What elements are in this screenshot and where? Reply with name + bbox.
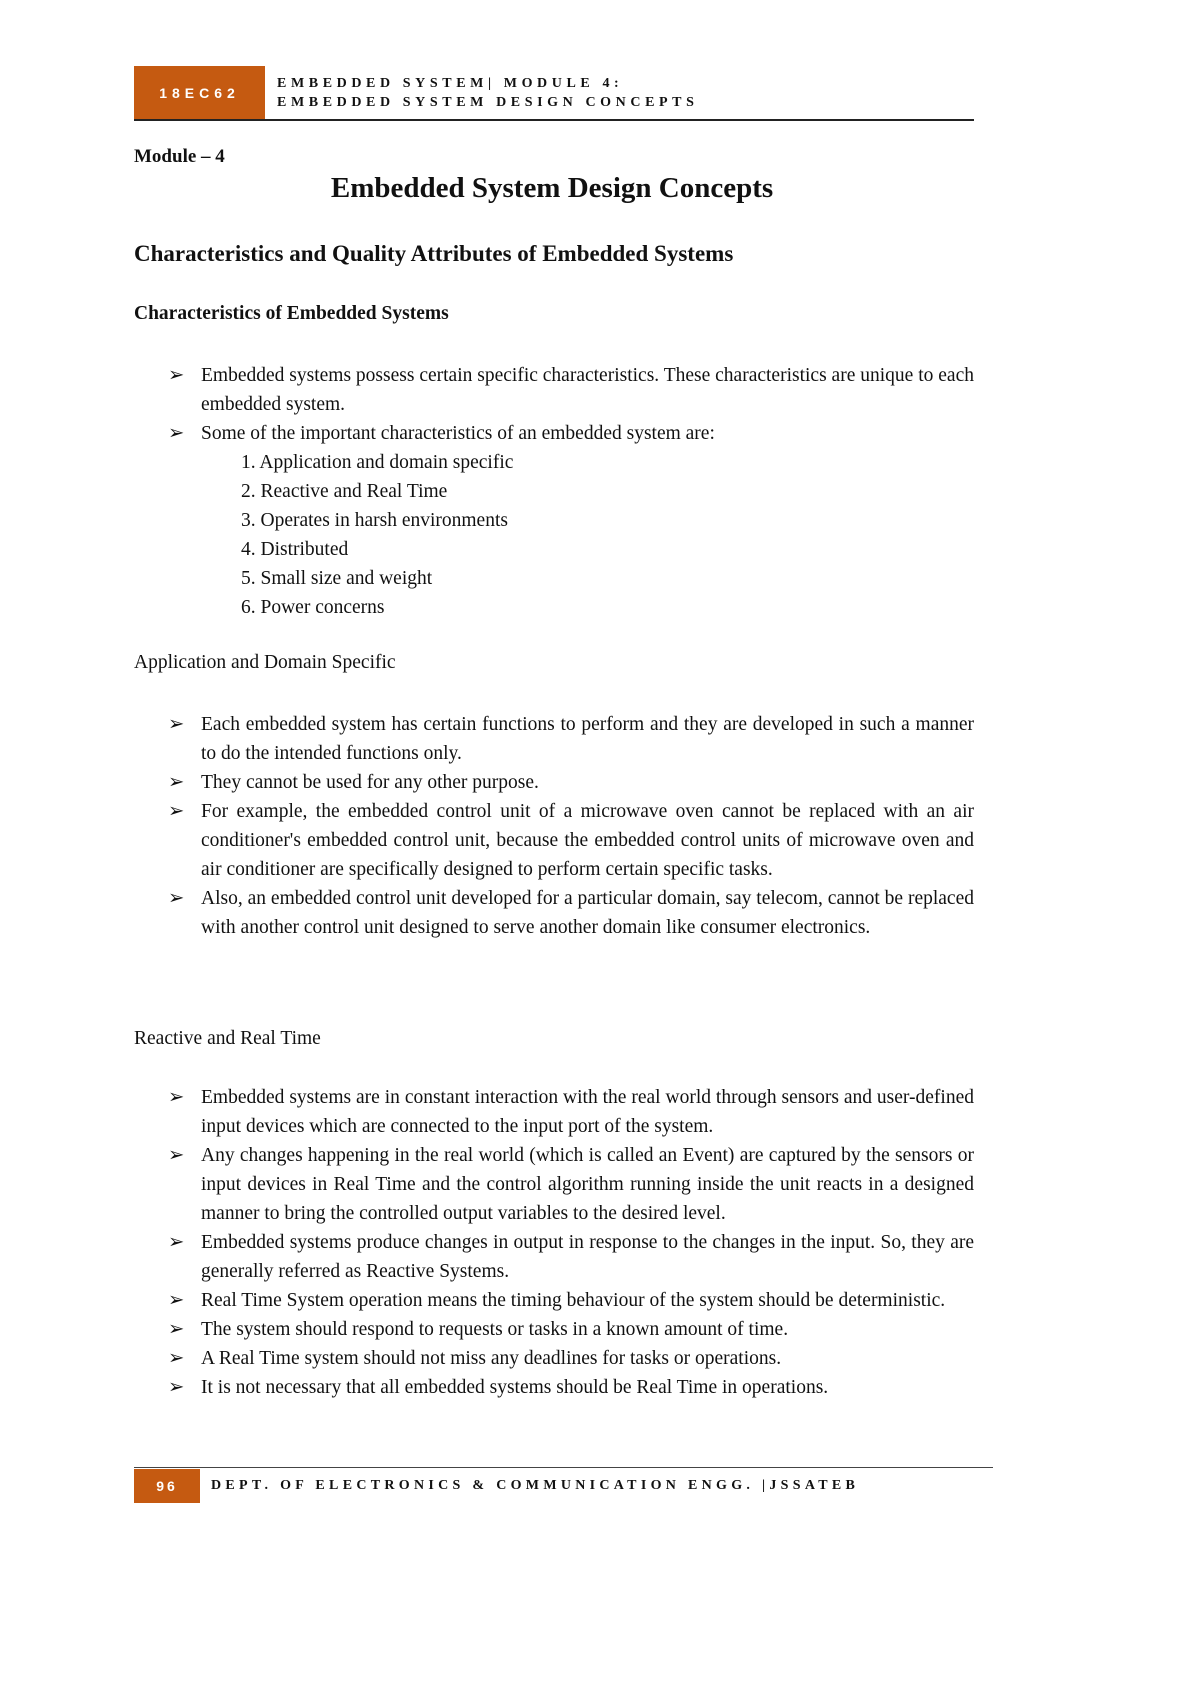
page-title: Embedded System Design Concepts	[330, 172, 774, 204]
list-item: 5. Small size and weight	[241, 568, 433, 589]
arrow-bullet-icon: ➢	[168, 1319, 185, 1340]
header-line-1: EMBEDDED SYSTEM| MODULE 4:	[277, 76, 624, 91]
list-item: 4. Distributed	[241, 539, 349, 560]
arrow-bullet-icon: ➢	[168, 772, 185, 793]
bullet-item: ➢ Embedded systems produce changes in output in response to the changes in the input. So, they are generally referred as Reactive Systems.	[134, 1228, 974, 1286]
course-code-badge: 18EC62	[134, 66, 265, 120]
arrow-bullet-icon: ➢	[168, 1087, 185, 1108]
running-header	[277, 74, 699, 112]
bullet-item: ➢ Also, an embedded control unit developed for a particular domain, say telecom, cannot be replaced with another control unit designed to serve another domain like consumer electronics.	[134, 884, 974, 942]
bullet-item: ➢ Each embedded system has certain functions to perform and they are developed in such a manner to do the intended functions only.	[134, 710, 974, 768]
section-heading-reactive: Reactive and Real Time	[134, 1028, 321, 1049]
list-item: 1. Application and domain specific	[241, 452, 514, 473]
bullet-item: ➢ Some of the important characteristics of an embedded system are:	[134, 419, 974, 448]
application-bullets	[134, 710, 974, 942]
bullet-item: ➢ For example, the embedded control unit of a microwave oven cannot be replaced with an air conditioner's embedded control unit, because the embedded control units of microwave oven and air conditioner are specifically designed to perform certain specific tasks.	[134, 797, 974, 884]
arrow-bullet-icon: ➢	[168, 888, 185, 909]
section-heading-application: Application and Domain Specific	[134, 652, 396, 673]
header-rule	[134, 119, 974, 121]
module-label: Module – 4	[134, 146, 225, 167]
subsection-heading: Characteristics of Embedded Systems	[134, 303, 449, 324]
page-number: 96	[134, 1469, 200, 1503]
bullet-item: ➢ Real Time System operation means the timing behaviour of the system should be deterministic.	[134, 1286, 974, 1315]
characteristics-list	[241, 448, 513, 622]
bullet-item: ➢ Any changes happening in the real world (which is called an Event) are captured by the sensors or input devices in Real Time and the control algorithm running inside the unit reacts in a designed manner to bring the controlled output variables to the desired level.	[134, 1141, 974, 1228]
bullet-item: ➢ Embedded systems are in constant interaction with the real world through sensors and user-defined input devices which are connected to the input port of the system.	[134, 1083, 974, 1141]
bullet-item: ➢ It is not necessary that all embedded systems should be Real Time in operations.	[134, 1373, 974, 1402]
arrow-bullet-icon: ➢	[168, 1145, 185, 1166]
bullet-item: ➢ A Real Time system should not miss any deadlines for tasks or operations.	[134, 1344, 974, 1373]
reactive-bullets	[134, 1083, 974, 1402]
arrow-bullet-icon: ➢	[168, 714, 185, 735]
bullet-item: ➢ They cannot be used for any other purpose.	[134, 768, 974, 797]
footer-rule	[134, 1467, 993, 1468]
arrow-bullet-icon: ➢	[168, 801, 185, 822]
list-item: 2. Reactive and Real Time	[241, 481, 448, 502]
bullet-item: ➢ The system should respond to requests or tasks in a known amount of time.	[134, 1315, 974, 1344]
bullet-item: ➢ Embedded systems possess certain specific characteristics. These characteristics are unique to each embedded system.	[134, 361, 974, 419]
arrow-bullet-icon: ➢	[168, 1348, 185, 1369]
footer-text: DEPT. OF ELECTRONICS & COMMUNICATION ENGG. |JSSATEB	[211, 1478, 860, 1493]
arrow-bullet-icon: ➢	[168, 1377, 185, 1398]
list-item: 3. Operates in harsh environments	[241, 510, 508, 531]
header-line-2: EMBEDDED SYSTEM DESIGN CONCEPTS	[277, 95, 699, 110]
arrow-bullet-icon: ➢	[168, 423, 185, 444]
intro-bullets	[134, 361, 974, 448]
arrow-bullet-icon: ➢	[168, 1290, 185, 1311]
arrow-bullet-icon: ➢	[168, 1232, 185, 1253]
arrow-bullet-icon: ➢	[168, 365, 185, 386]
list-item: 6. Power concerns	[241, 597, 385, 618]
section-heading: Characteristics and Quality Attributes of Embedded Systems	[134, 241, 734, 266]
